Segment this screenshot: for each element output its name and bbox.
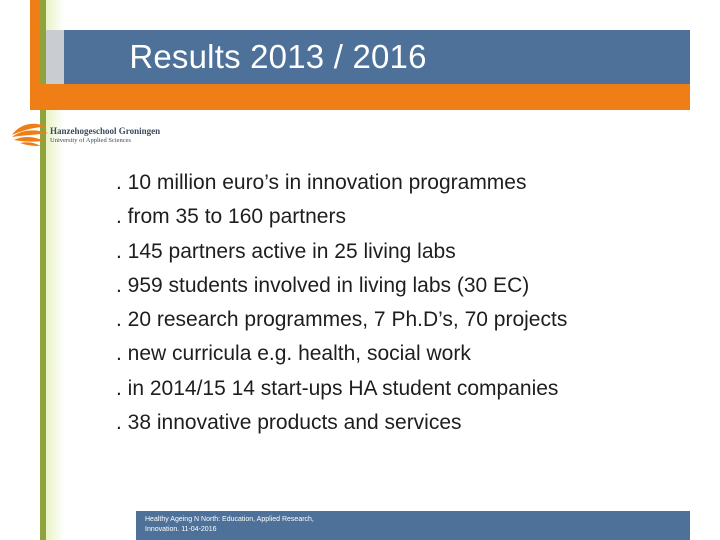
bullet-item: . 20 research programmes, 7 Ph.D’s, 70 projects: [116, 308, 568, 332]
orange-band: [30, 84, 690, 110]
bullet-item: . 145 partners active in 25 living labs: [116, 239, 456, 263]
bullet-item: . 959 students involved in living labs (30 EC): [116, 273, 530, 297]
bullet-item: . 38 innovative products and services: [116, 411, 462, 435]
bullet-item: . 10 million euro’s in innovation programmes: [116, 171, 527, 194]
logo-name: Hanzehogeschool Groningen: [50, 126, 161, 136]
logo-subtitle: University of Applied Sciences: [50, 137, 132, 144]
slide-title-text: Results 2013 / 2016: [129, 38, 427, 75]
bullet-item: . from 35 to 160 partners: [116, 205, 346, 229]
bullet-item: . in 2014/15 14 start-ups HA student companies: [116, 376, 559, 400]
slide-title: [46, 30, 690, 84]
footer-text-line2: Innovation. 11-04-2016: [145, 526, 217, 533]
bullet-list: [116, 166, 567, 440]
footer-text-line1: Healthy Ageing N North: Education, Applied Research,: [145, 516, 314, 523]
bullet-item: . new curricula e.g. health, social work: [116, 342, 471, 366]
